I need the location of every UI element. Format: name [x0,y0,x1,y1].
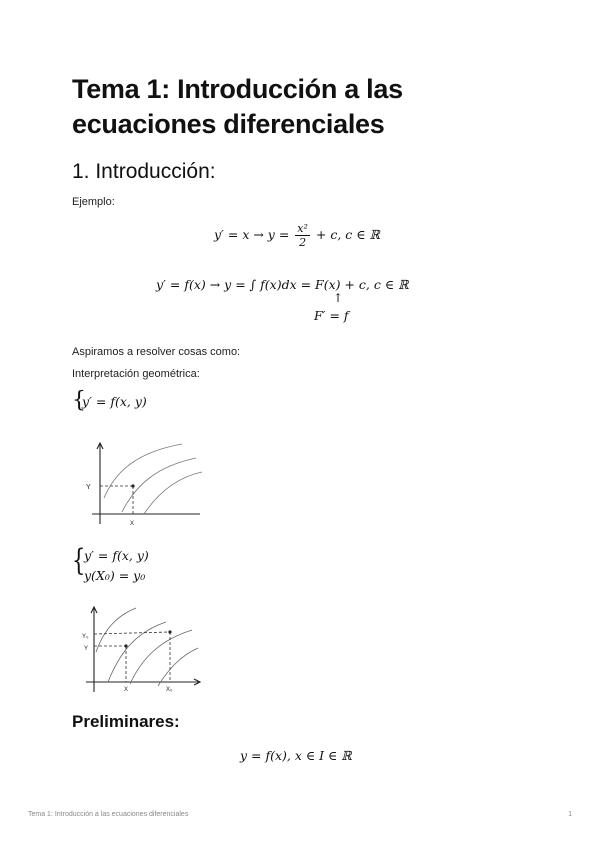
page-number: 1 [568,811,572,818]
fig1-curve-3 [144,472,202,514]
eq2-up-arrow: ↑ [333,291,344,305]
section-heading-preliminares: Preliminares: [72,712,180,731]
fig1-x-label: X [130,521,135,527]
aspiramos-text: Aspiramos a resolver cosas como: [72,346,241,358]
left-brace: { [72,388,86,413]
fig1-curve-1 [104,444,182,498]
fig2-y0-label: Y₀ [82,634,89,640]
ivp-line-1: y′ = f(x, y) [84,548,149,563]
eq1-left: y′ = x → y = [214,227,294,242]
ivp-brace: { [72,543,86,578]
section-heading-introduccion: 1. Introducción: [72,160,216,183]
interpretacion-text: Interpretación geométrica: [72,368,200,380]
figure-direction-field [78,436,208,530]
fig2-curve-4 [158,648,198,686]
fig2-y-label: Y [84,646,89,652]
equation-example-2: y′ = f(x) → y = ∫ f(x)dx = F(x) + c, c ∈ ℝ [156,277,409,292]
footer-text: Tema 1: Introducción a las ecuaciones diferenciales [28,811,189,818]
eq2-below: F′ = f [314,308,349,323]
fig2-x-label: X [124,687,129,693]
eq1-denominator: 2 [299,236,307,249]
page-title: Tema 1: Introducción a las ecuaciones diferenciales [72,74,403,139]
ivp-line-2: y(X₀) = y₀ [84,568,146,583]
equation-example-1 [214,222,380,249]
fig2-x0-label: X₀ [166,687,173,693]
eq1-fraction [295,222,310,249]
fig2-point-initial [168,630,171,633]
fig2-point [124,644,127,647]
fig1-point [131,484,134,487]
ode-equation: y′ = f(x, y) [82,394,147,409]
fig1-y-label: Y [86,484,91,491]
equation-preliminares: y = f(x), x ∈ I ∈ ℝ [240,748,352,763]
ejemplo-label: Ejemplo: [72,196,115,208]
eq1-numerator: x² [297,222,308,235]
eq1-right: + c, c ∈ ℝ [311,227,380,242]
fig2-curve-2 [108,622,166,682]
fig2-curve-1 [96,608,136,652]
figure-initial-value-problem [80,600,204,696]
